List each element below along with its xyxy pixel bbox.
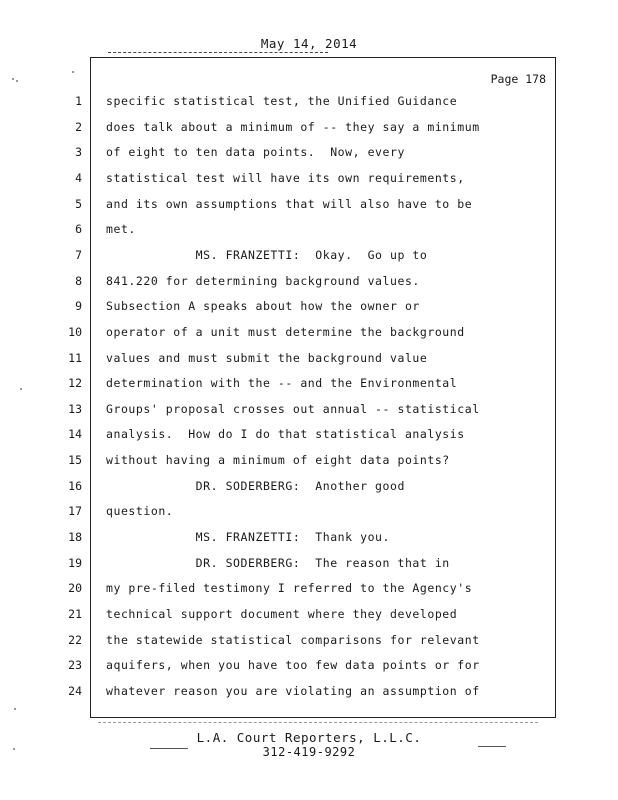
transcript-line: aquifers, when you have too few data points or for [106,658,480,673]
line-number: 17 [68,504,82,519]
transcript-line: MS. FRANZETTI: Thank you. [106,530,390,545]
transcript-line: of eight to ten data points. Now, every [106,145,405,160]
line-number: 11 [68,350,82,365]
scan-mark [150,748,188,749]
line-number: 7 [75,247,82,262]
transcript-line: 841.220 for determining background values. [106,273,420,288]
transcript-line: specific statistical test, the Unified Guidance [106,94,458,108]
transcript-line: DR. SODERBERG: The reason that in [106,555,450,570]
transcript-line: the statewide statistical comparisons for relevant [106,632,480,647]
transcript-line: operator of a unit must determine the background [106,324,465,339]
scan-dot [72,71,74,73]
transcript-line: my pre-filed testimony I referred to the Agency's [106,581,473,596]
transcript-line: Groups' proposal crosses out annual -- statistical [106,401,480,416]
transcript-line: DR. SODERBERG: Another good [106,478,405,493]
header-date: May 14, 2014 [260,36,358,51]
transcript-line: and its own assumptions that will also have to be [106,196,473,211]
scan-dot [13,748,15,750]
transcript-line: question. [106,504,174,519]
scan-mark [478,746,506,747]
line-number: 18 [68,530,82,545]
scan-dot [20,388,22,390]
line-number: 6 [75,222,82,237]
line-number: 19 [68,555,82,570]
footer-company: L.A. Court Reporters, L.L.C. [196,730,422,745]
scan-dot [16,80,18,82]
line-number: 12 [68,376,82,391]
transcript-line: met. [106,222,136,237]
page-label: Page 178 [490,72,546,86]
transcript-line: Subsection A speaks about how the owner or [106,299,420,314]
line-number: 23 [68,658,82,673]
transcript-line: determination with the -- and the Environmental [106,376,458,391]
transcript-line: statistical test will have its own requirements, [106,170,465,185]
scan-mark [98,722,538,723]
transcript-line: analysis. How do I do that statistical analysis [106,427,465,442]
transcript-line: technical support document where they developed [106,607,458,621]
line-number: 20 [68,581,82,596]
line-number: 8 [75,273,82,288]
line-number: 4 [75,170,82,185]
line-number: 21 [68,607,82,621]
line-number: 14 [68,427,82,442]
line-number: 2 [75,119,82,134]
transcript-line: without having a minimum of eight data points? [106,453,450,468]
transcript-line: whatever reason you are violating an assumption of [106,683,480,698]
transcript-line: MS. FRANZETTI: Okay. Go up to [106,247,428,262]
line-number: 15 [68,453,82,468]
line-number: 1 [75,94,82,108]
line-number: 3 [75,145,82,160]
transcript-line: values and must submit the background value [106,350,428,365]
line-number: 24 [68,683,82,698]
top-edge-marks [108,52,328,55]
scan-dot [14,708,16,710]
footer-phone: 312-419-9292 [262,745,356,759]
line-number: 10 [68,324,82,339]
line-number: 16 [68,478,82,493]
line-number: 22 [68,632,82,647]
line-number: 9 [75,299,82,314]
line-number: 13 [68,401,82,416]
line-number: 5 [75,196,82,211]
scan-dot [12,78,14,80]
transcript-line: does talk about a minimum of -- they say a minimum [106,119,480,134]
